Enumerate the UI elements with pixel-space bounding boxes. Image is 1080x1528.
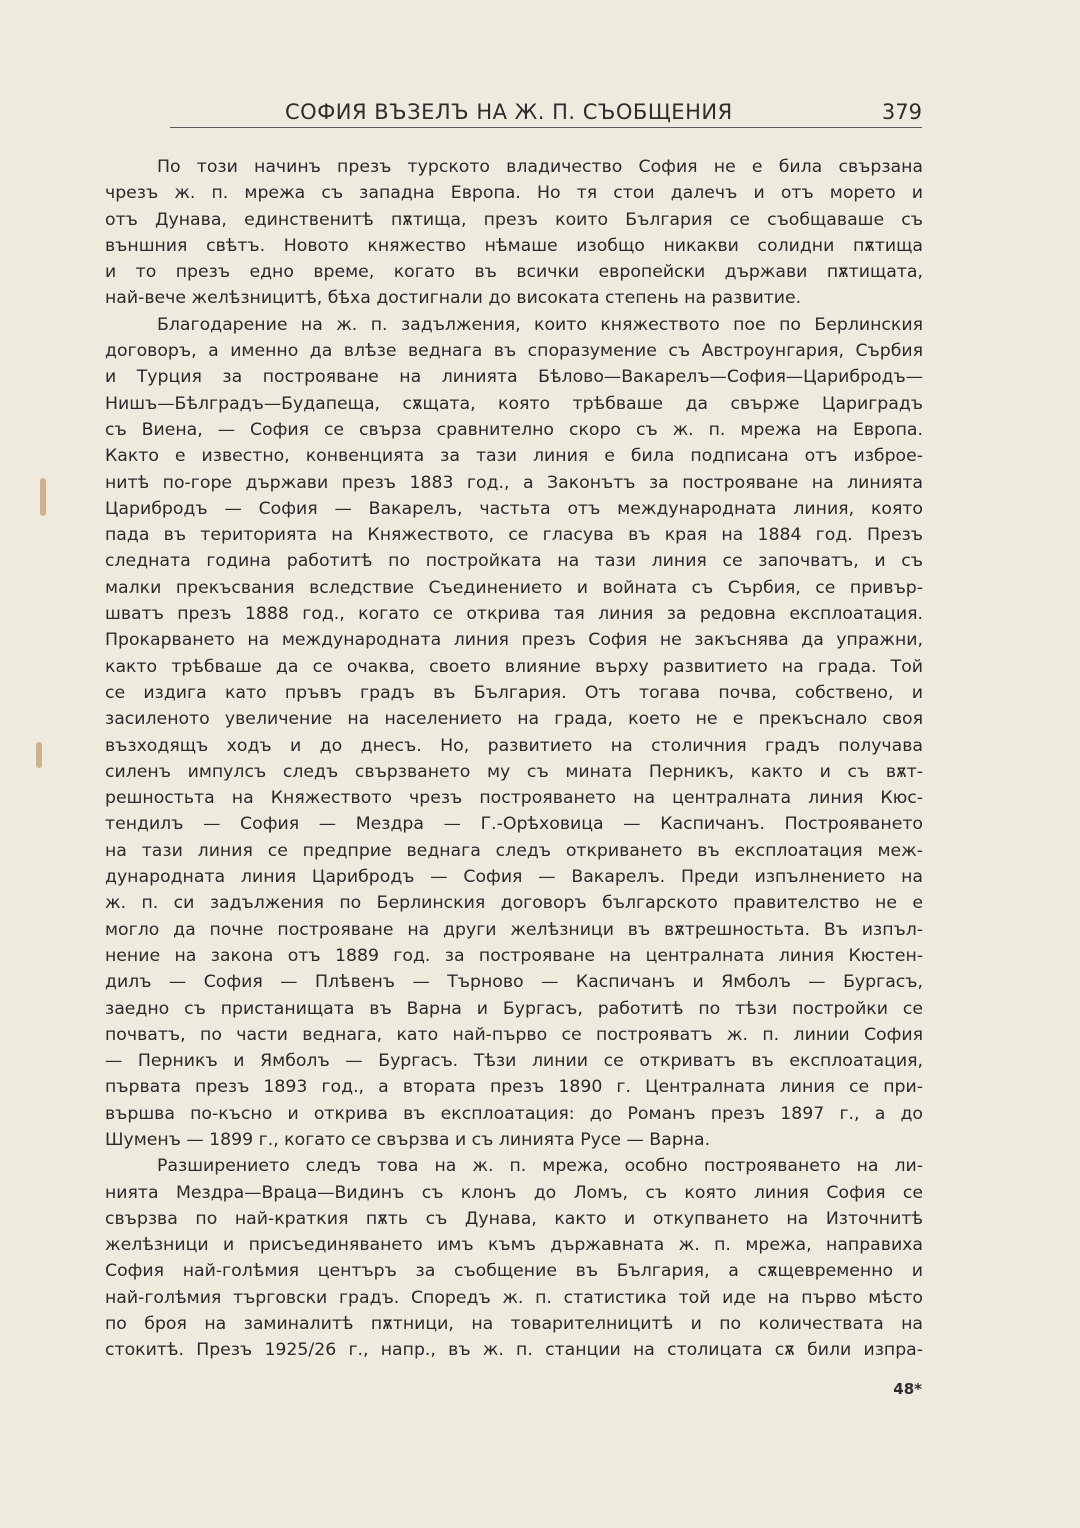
text-line: по броя на заминалитѣ пѫтници, на товарителницитѣ и по количествата на bbox=[105, 1314, 923, 1335]
text-line: дународната линия Царибродъ — София — Вакарелъ. Преди изпълнението на bbox=[105, 867, 923, 888]
text-line: почватъ, по части веднага, като най-първо се построяватъ ж. п. линии София bbox=[105, 1024, 923, 1045]
text-line: Шуменъ — 1899 г., когато се свързва и съ линията Русе — Варна. bbox=[105, 1129, 711, 1150]
text-line: нията Мездра—Враца—Видинъ съ клонъ до Ломъ, съ която линия София се bbox=[105, 1182, 923, 1203]
text-line: решностьта на Княжеството чрезъ построяването на централната линия Кюс- bbox=[105, 788, 923, 809]
text-line: съ Виена, — София се свърза сравнително скоро съ ж. п. мрежа на Европа. bbox=[105, 419, 923, 440]
text-line: и Турция за построяване на линията Бѣлово—Вакарелъ—София—Царибродъ— bbox=[105, 367, 923, 388]
text-line: Нишъ—Бѣлградъ—Будапеща, сѫщата, която трѣбваше да свърже Цариградъ bbox=[105, 393, 923, 414]
text-line: пада въ територията на Княжеството, се гласува въ края на 1884 год. Презъ bbox=[105, 525, 923, 546]
text-line: Разширението следъ това на ж. п. мрежа, особно построяването на ли- bbox=[157, 1156, 923, 1177]
text-line: — Перникъ и Ямболъ — Бургасъ. Тѣзи линии се откриватъ въ експлоатация, bbox=[105, 1051, 923, 1072]
text-line: се издига като пръвъ градъ въ България. Отъ тогава почва, собствено, и bbox=[105, 682, 923, 703]
text-line: и то презъ едно време, когато въ всички европейски държави пѫтищата, bbox=[105, 262, 923, 283]
text-line: Благодарение на ж. п. задължения, които княжеството пое по Берлинския bbox=[157, 314, 923, 335]
text-line: малки прекъсвания вследствие Съединението и войната съ Сърбия, се привър- bbox=[105, 577, 923, 598]
text-line: чрезъ ж. п. мрежа съ западна Европа. Но тя стои далечъ и отъ морето и bbox=[105, 183, 923, 204]
text-line: първата презъ 1893 год., а втората презъ 1890 г. Централната линия се при- bbox=[105, 1077, 923, 1098]
text-line: нитѣ по-горе държави презъ 1883 год., а Законътъ за построяване на линията bbox=[105, 472, 923, 493]
text-line: най-голѣмия търговски градъ. Споредъ ж. п. статистика той иде на първо мѣсто bbox=[105, 1287, 923, 1308]
header-rule bbox=[170, 127, 922, 128]
text-line: най-вече желѣзницитѣ, бѣха достигнали до високата степень на развитие. bbox=[105, 288, 802, 309]
paper-stain-mark bbox=[36, 742, 42, 768]
text-line: засиленото увеличение на населението на града, което не е прекъснало своя bbox=[105, 709, 923, 730]
text-line: заедно съ пристанищата въ Варна и Бургасъ, работитѣ по тѣзи постройки се bbox=[105, 998, 923, 1019]
text-line: нение на закона отъ 1889 год. за построяване на централната линия Кюстен- bbox=[105, 945, 923, 966]
text-line: София най-голѣмия центъръ за съобщение въ България, а сѫщевременно и bbox=[105, 1261, 923, 1282]
text-line: ж. п. си задължения по Берлинския договоръ българското правителство не е bbox=[105, 893, 923, 914]
text-line: Прокарването на международната линия презъ София не закъснява да упражни, bbox=[105, 630, 923, 651]
text-line: дилъ — София — Плѣвенъ — Търново — Каспичанъ и Ямболъ — Бургасъ, bbox=[105, 972, 923, 993]
text-line: стокитѣ. Презъ 1925/26 г., напр., въ ж. п. станции на столицата сѫ били изпра- bbox=[105, 1340, 923, 1361]
text-line: възходящъ ходъ и до днесъ. Но, развитието на столичния градъ получава bbox=[105, 735, 923, 756]
running-header bbox=[105, 100, 922, 130]
text-line: могло да почне построяване на други желѣзници въ вѫтрешностьта. Въ изпъл- bbox=[105, 919, 923, 940]
running-title: СОФИЯ ВЪЗЕЛЪ НА Ж. П. СЪОБЩЕНИЯ bbox=[285, 100, 733, 124]
text-line: Царибродъ — София — Вакарелъ, частьта отъ международната линия, която bbox=[105, 498, 923, 519]
paper-stain-mark bbox=[40, 478, 46, 516]
text-line: шватъ презъ 1888 год., когато се открива тая линия за редовна експлоатация. bbox=[105, 604, 923, 625]
text-line: следната година работитѣ по постройката на тази линия се започватъ, и съ bbox=[105, 551, 923, 572]
text-line: тендилъ — София — Мездра — Г.-Орѣховица — Каспичанъ. Построяването bbox=[105, 814, 923, 835]
text-line: По този начинъ презъ турското владичество София не е била свързана bbox=[157, 157, 923, 177]
body-text bbox=[105, 154, 923, 1364]
text-line: желѣзници и присъединяването имъ къмъ държавната ж. п. мрежа, направиха bbox=[105, 1235, 923, 1256]
text-line: свързва по най-краткия пѫть съ Дунава, както и откупването на Източнитѣ bbox=[105, 1208, 923, 1229]
text-line: договоръ, а именно да влѣзе веднага въ споразумение съ Австроунгария, Сърбия bbox=[105, 341, 923, 362]
text-line: вършва по-късно и открива въ експлоатация: до Романъ презъ 1897 г., а до bbox=[105, 1103, 923, 1124]
page-number: 379 bbox=[881, 100, 922, 124]
text-line: Както е известно, конвенцията за тази линия е била подписана отъ изброе- bbox=[105, 446, 923, 467]
text-line: силенъ импулсъ следъ свързването му съ мината Перникъ, както и съ вѫт- bbox=[105, 761, 923, 782]
text-line: както трѣбваше да се очаква, своето влияние върху развитието на града. Той bbox=[105, 656, 923, 677]
text-line: външния свѣтъ. Новото княжество нѣмаше изобщо никакви солидни пѫтища bbox=[105, 235, 923, 256]
text-line: отъ Дунава, единственитѣ пѫтища, презъ които България се съобщаваше съ bbox=[105, 209, 923, 230]
signature-mark: 48* bbox=[893, 1380, 922, 1398]
text-line: на тази линия се предприе веднага следъ откриването въ експлоатация меж- bbox=[105, 840, 923, 861]
